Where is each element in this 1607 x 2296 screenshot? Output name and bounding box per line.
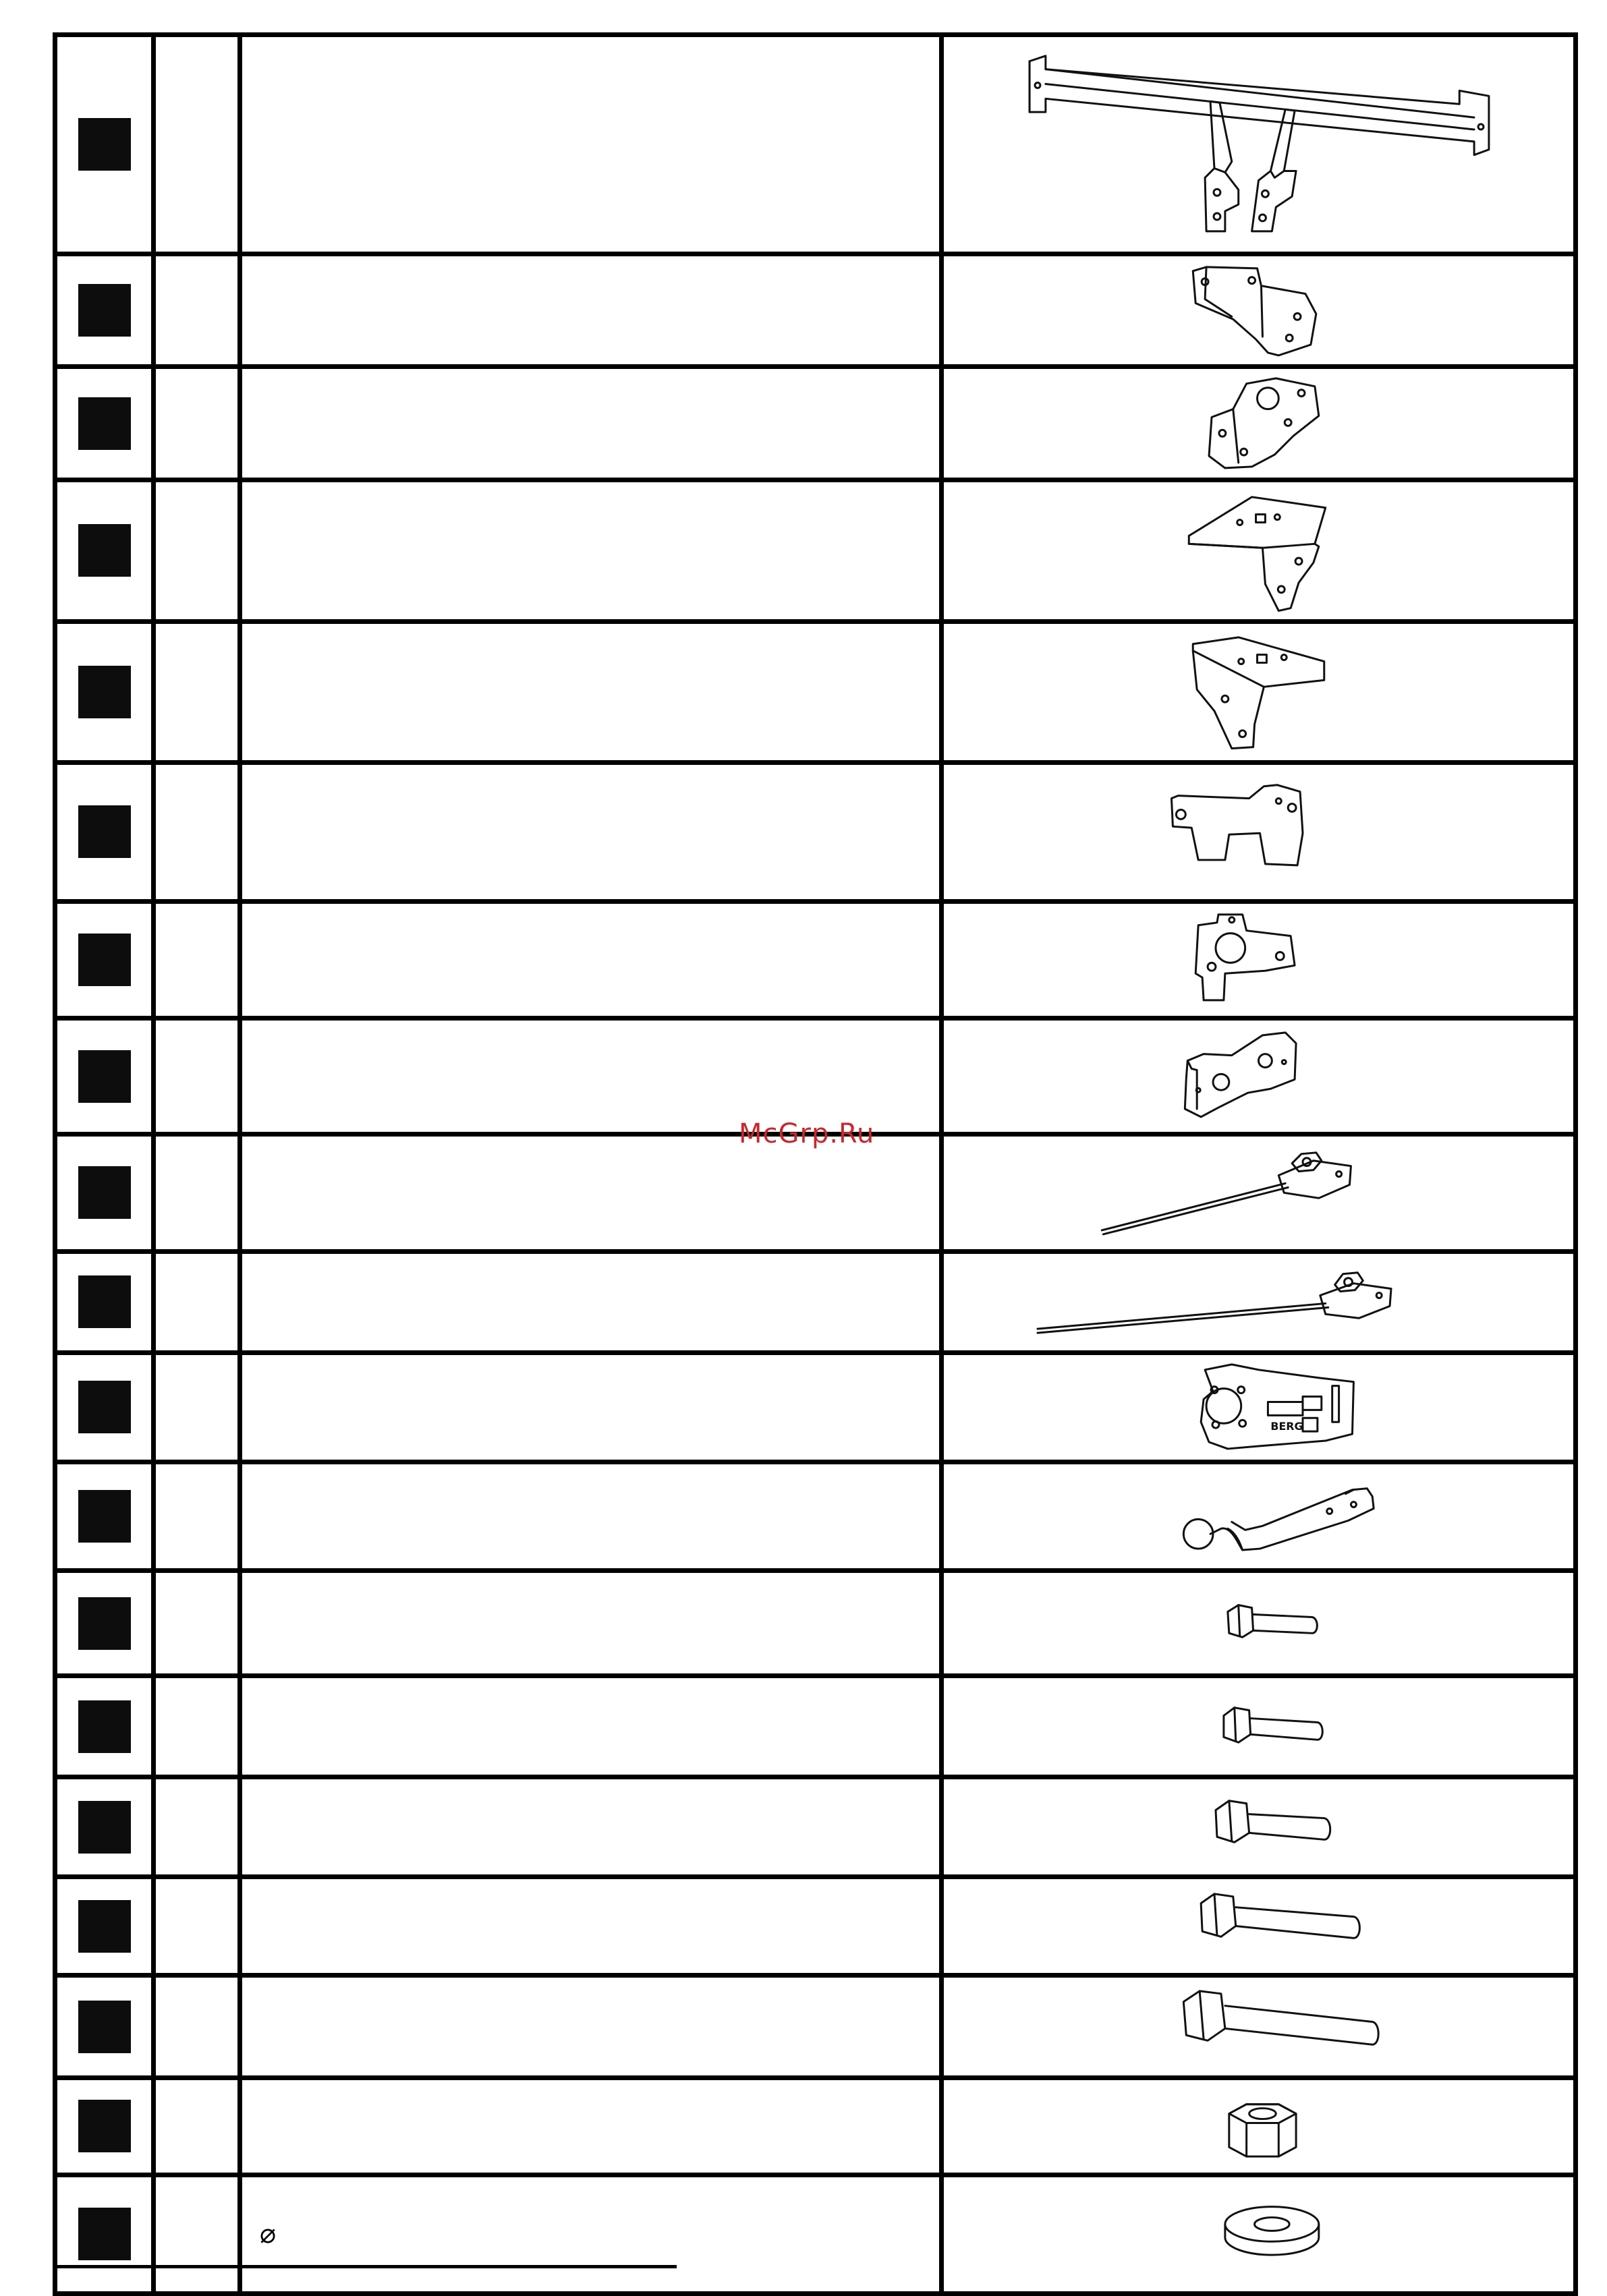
description-cell — [240, 367, 942, 480]
spacer-plate-icon — [944, 1021, 1573, 1132]
quantity-cell — [154, 1352, 240, 1462]
row-number-marker — [78, 1900, 131, 1953]
row-number-cell — [55, 1135, 154, 1252]
table-row — [55, 1462, 1576, 1571]
part-image-cell — [942, 1135, 1576, 1252]
description-cell — [240, 621, 942, 762]
bolt-small-2-icon — [944, 1678, 1573, 1775]
wire-nut-long-icon — [944, 1254, 1573, 1350]
table-row — [55, 763, 1576, 902]
row-number-marker — [78, 1275, 131, 1328]
bracket-left-icon — [944, 256, 1573, 365]
row-number-cell — [55, 1571, 154, 1676]
washer-icon — [944, 2177, 1573, 2291]
quantity-cell — [154, 1777, 240, 1877]
description-cell — [240, 254, 942, 367]
quantity-cell — [154, 1018, 240, 1135]
part-image-cell — [942, 367, 1576, 480]
quantity-cell — [154, 254, 240, 367]
quantity-cell — [154, 35, 240, 254]
table-row — [55, 1676, 1576, 1777]
quantity-cell — [154, 621, 240, 762]
bolt-medium-icon — [944, 1779, 1573, 1874]
description-cell — [240, 480, 942, 621]
row-number-cell — [55, 2175, 154, 2293]
row-number-marker — [78, 397, 131, 450]
quantity-cell — [154, 1976, 240, 2078]
part-image-cell — [942, 1976, 1576, 2078]
row-number-marker — [78, 666, 131, 718]
row-number-cell — [55, 1352, 154, 1462]
row-number-cell — [55, 901, 154, 1018]
angle-plate-right-icon — [944, 624, 1573, 760]
table-row — [55, 35, 1576, 254]
row-number-marker — [78, 1050, 131, 1103]
bolt-small-icon — [944, 1573, 1573, 1673]
row-number-cell — [55, 367, 154, 480]
quantity-cell — [154, 1571, 240, 1676]
part-image-cell — [942, 763, 1576, 902]
description-cell — [240, 2175, 942, 2293]
description-text — [242, 535, 260, 566]
row-number-cell — [55, 1462, 154, 1571]
row-number-marker — [78, 1381, 131, 1433]
part-image-cell — [942, 480, 1576, 621]
part-image-cell — [942, 2078, 1576, 2175]
parts-list-table — [53, 32, 1578, 2296]
part-image-cell — [942, 1777, 1576, 1877]
description-text — [242, 408, 260, 439]
part-image-cell — [942, 254, 1576, 367]
description-cell — [240, 1135, 942, 1252]
table-row — [55, 1135, 1576, 1252]
table-row — [55, 1018, 1576, 1135]
row-number-marker — [78, 1166, 131, 1219]
quantity-cell — [154, 763, 240, 902]
table-row — [55, 1251, 1576, 1352]
bolt-long-icon — [944, 1879, 1573, 1973]
description-cell — [240, 1976, 942, 2078]
table-row — [55, 2175, 1576, 2293]
part-image-cell — [942, 35, 1576, 254]
table-row — [55, 1571, 1576, 1676]
row-number-cell — [55, 1877, 154, 1976]
row-number-marker — [78, 1490, 131, 1543]
row-number-cell — [55, 621, 154, 762]
part-image-cell — [942, 1877, 1576, 1976]
description-cell — [240, 1352, 942, 1462]
description-text — [242, 677, 260, 708]
description-text — [242, 1177, 260, 1208]
description-cell — [240, 2078, 942, 2175]
quantity-cell — [154, 901, 240, 1018]
hex-nut-icon — [944, 2080, 1573, 2173]
row-number-marker — [78, 2100, 131, 2152]
description-cell — [240, 1462, 942, 1571]
part-image-cell — [942, 2175, 1576, 2293]
part-image-cell — [942, 1462, 1576, 1571]
angle-plate-left-icon — [944, 482, 1573, 619]
row-number-cell — [55, 1676, 154, 1777]
description-text — [242, 944, 260, 975]
row-number-marker — [78, 284, 131, 337]
row-number-cell — [55, 254, 154, 367]
row-number-cell — [55, 35, 154, 254]
part-image-cell — [942, 1676, 1576, 1777]
table-row — [55, 1877, 1576, 1976]
description-cell — [240, 1877, 942, 1976]
description-text — [242, 1061, 260, 1092]
quantity-cell — [154, 1135, 240, 1252]
flat-plate-icon — [944, 765, 1573, 899]
part-image-cell — [942, 621, 1576, 762]
description-text — [242, 1608, 260, 1639]
row-number-cell — [55, 2078, 154, 2175]
quantity-cell — [154, 2078, 240, 2175]
row-number-marker — [78, 2001, 131, 2053]
description-text — [242, 1501, 260, 1532]
row-number-cell — [55, 1018, 154, 1135]
description-text — [242, 2111, 260, 2142]
description-cell — [240, 1018, 942, 1135]
table-row — [55, 480, 1576, 621]
description-cell — [240, 901, 942, 1018]
part-image-cell — [942, 901, 1576, 1018]
table-row — [55, 901, 1576, 1018]
table-row — [55, 1352, 1576, 1462]
footer-divider — [53, 2265, 677, 2268]
hole-plate-icon — [944, 904, 1573, 1016]
towbar-frame-icon — [944, 37, 1573, 252]
row-number-marker — [78, 1801, 131, 1854]
quantity-cell — [154, 1251, 240, 1352]
quantity-cell — [154, 1462, 240, 1571]
bolt-large-icon — [944, 1978, 1573, 2075]
row-number-cell — [55, 480, 154, 621]
description-text — [242, 1286, 260, 1317]
row-number-cell — [55, 1976, 154, 2078]
table-row — [55, 1777, 1576, 1877]
description-cell — [240, 1571, 942, 1676]
description-text — [242, 1812, 260, 1843]
description-text — [242, 1391, 260, 1423]
description-text — [242, 1911, 260, 1942]
part-image-cell — [942, 1571, 1576, 1676]
row-number-marker — [78, 524, 131, 577]
description-text — [242, 129, 260, 160]
description-text — [242, 1711, 260, 1742]
row-number-marker — [78, 118, 131, 171]
quantity-cell — [154, 1877, 240, 1976]
quantity-cell — [154, 2175, 240, 2293]
row-number-cell — [55, 1777, 154, 1877]
description-cell — [240, 1777, 942, 1877]
row-number-marker — [78, 934, 131, 986]
row-number-marker — [78, 805, 131, 858]
table-row — [55, 254, 1576, 367]
description-text — [242, 816, 260, 847]
part-image-cell — [942, 1352, 1576, 1462]
part-image-cell — [942, 1251, 1576, 1352]
row-number-marker — [78, 1700, 131, 1753]
row-number-cell — [55, 763, 154, 902]
description-text — [242, 2011, 260, 2042]
table-row — [55, 2078, 1576, 2175]
diameter-symbol: ⌀ — [260, 2218, 277, 2250]
description-cell — [240, 1676, 942, 1777]
watermark-text: McGrp.Ru — [739, 1118, 875, 1149]
table-row — [55, 621, 1576, 762]
table-row — [55, 367, 1576, 480]
part-image-cell — [942, 1018, 1576, 1135]
row-number-marker — [78, 1597, 131, 1650]
bracket-right-icon — [944, 369, 1573, 478]
description-cell — [240, 763, 942, 902]
socket-plate-icon — [944, 1355, 1573, 1460]
description-text — [242, 295, 260, 326]
svg-text:BERG: BERG — [1270, 1419, 1303, 1433]
row-number-marker — [78, 2208, 131, 2260]
quantity-cell — [154, 1676, 240, 1777]
wire-nut-short-icon — [944, 1137, 1573, 1249]
quantity-cell — [154, 480, 240, 621]
description-cell — [240, 35, 942, 254]
row-number-cell — [55, 1251, 154, 1352]
quantity-cell — [154, 367, 240, 480]
table-row — [55, 1976, 1576, 2078]
description-cell — [240, 1251, 942, 1352]
tow-ball-arm-icon — [944, 1464, 1573, 1569]
